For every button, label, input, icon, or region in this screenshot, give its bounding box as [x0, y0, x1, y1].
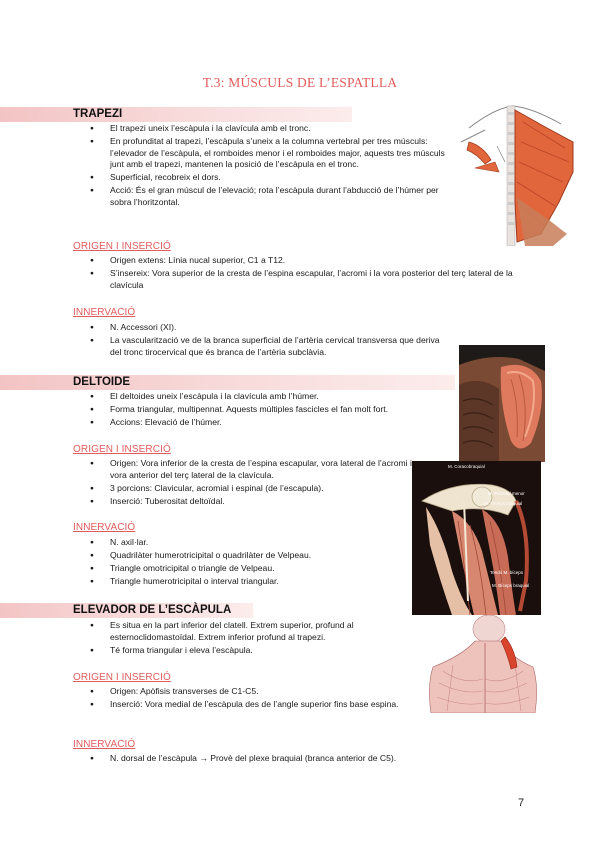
list-item: ● El trapezi uneix l’escàpula i la clavícula amb el tronc. [90, 123, 445, 135]
diagram-label-triceps: M. Tríceps braquial [484, 501, 523, 506]
list-item: ● Superficial, recobreix el dors. [90, 172, 445, 184]
list-item: ● N. dorsal de l’escàpula → Provè del plexe braquial (branca anterior de C5). [90, 753, 470, 765]
list-item: ● Accions: Elevació de l’húmer. [90, 417, 455, 429]
list-item: ● Inserció: Tuberositat deltoïdal. [90, 496, 415, 508]
trapezius-illustration [455, 102, 579, 246]
section-heading-elevador: ELEVADOR DE L’ESCÀPULA [0, 603, 253, 618]
page-title: T.3: MÚSCULS DE L’ESPATLLA [202, 75, 398, 90]
deltoid-anatomy-diagram [412, 461, 541, 615]
deltoide-innervacio-list [90, 537, 415, 589]
section-heading-trapezi: TRAPEZI [0, 107, 352, 122]
list-item: ● Origen: Apòfisis transverses de C1-C5. [90, 686, 415, 698]
diagram-label-tendo-biceps: Tendó M. bíceps [490, 570, 524, 575]
list-item: ● Forma triangular, multipennat. Aquests múltiples fascicles el fan molt fort. [90, 404, 455, 416]
list-item: ● Acció: És el gran múscul de l’elevació; rota l’escàpula durant l’abducció de l’húmer per sobra l’horitzontal. [90, 185, 445, 208]
list-item: ● Es situa en la part inferior del clatell. Extrem superior, profund al esternoclidomastoïdal. Extrem inferior profund al trapezi. [90, 620, 410, 643]
diagram-label-pectoral-menor: M. Pectoral menor [488, 491, 525, 496]
diagram-label-biceps: M. Bíceps braquial [492, 583, 530, 588]
list-item: ● La vascularització ve de la branca superficial de l’artèria cervical transversa que deriva del tronc tirocervical que és branca de l’artèria subclàvia. [90, 335, 442, 358]
trapezi-innervacio-heading: INNERVACIÓ [73, 307, 136, 318]
trapezi-origen-list [90, 255, 530, 293]
elevador-innervacio-heading: INNERVACIÓ [73, 739, 136, 750]
deltoid-shoulder-image [459, 345, 545, 462]
trapezi-bullets [90, 123, 445, 210]
list-item: ● Origen extens: Línia nucal superior, C1 a T12. [90, 255, 530, 267]
list-item: ● Té forma triangular i eleva l’escàpula. [90, 645, 410, 657]
trapezi-innervacio-list [90, 322, 442, 360]
section-heading-deltoide: DELTOIDE [0, 375, 455, 390]
elevador-bullets [90, 620, 410, 658]
levator-scapulae-illustration [423, 615, 543, 713]
deltoide-bullets [90, 391, 455, 430]
list-item: ● El deltoides uneix l’escàpula i la clavícula amb l’húmer. [90, 391, 455, 403]
list-item: ● Inserció: Vora medial de l’escàpula des de l’angle superior fins base espina. [90, 699, 415, 711]
list-item: ● Origen: Vora inferior de la cresta de l’espina escapular, vora lateral de l’acromi i vora anterior del terç lateral de la clavícula. [90, 458, 415, 481]
elevador-innervacio-list [90, 753, 470, 766]
page-number: 7 [518, 797, 525, 809]
list-item: ● 3 porcions: Clavicular, acromial i espinal (de l’escapula). [90, 483, 415, 495]
elevador-origen-heading: ORIGEN I INSERCIÓ [73, 672, 171, 683]
elevador-origen-list [90, 686, 415, 712]
deltoide-origen-list [90, 458, 415, 509]
list-item: ● Quadrilàter humerotricipital o quadrilàter de Velpeau. [90, 550, 415, 562]
list-item: ● Triangle omotricipital o triangle de Velpeau. [90, 563, 415, 575]
list-item: ● Triangle humerotricipital o interval triangular. [90, 576, 415, 588]
list-item: ● N. Accessori (XI). [90, 322, 442, 334]
list-item: ● N. axil·lar. [90, 537, 415, 549]
diagram-label-coracobraquial: M. Coracobraquial [448, 464, 485, 469]
trapezi-origen-heading: ORIGEN I INSERCIÓ [73, 241, 171, 252]
deltoide-origen-heading: ORIGEN I INSERCIÓ [73, 444, 171, 455]
list-item: ● En profunditat al trapezi, l’escàpula s’uneix a la columna vertebral per tres músculs: l’elevador de l’escàpula, el romboides menor i el romboides major, aquests tres músculs junt amb el trapezi, mantenen la posició de l’escàpula en el tronc. [90, 136, 445, 171]
deltoide-innervacio-heading: INNERVACIÓ [73, 522, 136, 533]
list-item: ● S’insereix: Vora superior de la cresta de l’espina escapular, l’acromi i la vora posterior del terç lateral de la clavícula [90, 268, 530, 291]
